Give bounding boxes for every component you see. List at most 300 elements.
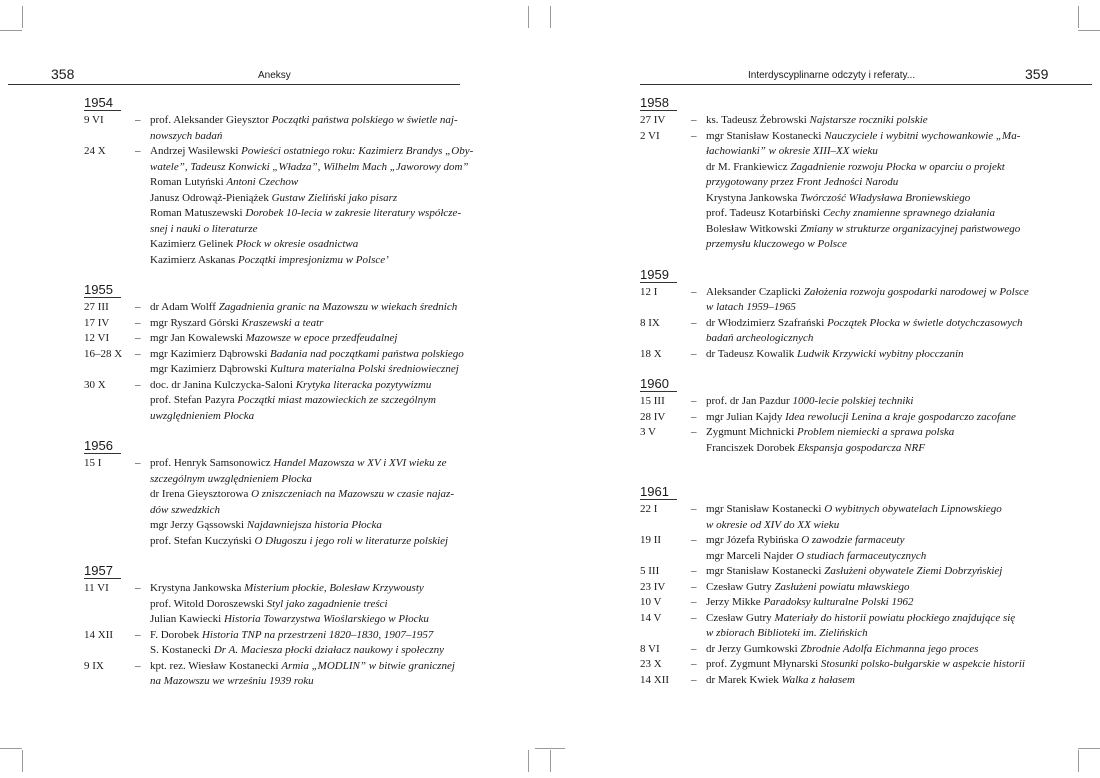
right-page: [550, 0, 1100, 778]
lecturer-name: F. Dorobek: [150, 628, 202, 641]
entry-dash: –: [691, 410, 697, 423]
entry-lines: [706, 129, 1035, 253]
year-heading: 1958: [640, 95, 677, 111]
lecture-title: Zbrodnie Adolfa Eichmanna jego proces: [800, 642, 979, 655]
lecture-title: Najdawniejsza historia Płocka: [246, 519, 382, 531]
entry-line: [706, 580, 1035, 596]
entry-line: [706, 191, 1035, 207]
lecture-title: dów szwedzkich: [150, 503, 220, 516]
entry-line: [706, 129, 1035, 145]
lecturer-name: prof. Aleksander Gieysztor: [150, 114, 272, 126]
entry-line: [150, 456, 479, 472]
lecturer-name: Bolesław Witkowski: [706, 222, 801, 235]
lecture-entry: [84, 316, 479, 332]
entry-line: [706, 642, 1035, 658]
entry-line: [706, 222, 1035, 238]
lecture-title: Powieści ostatniego roku: Kazimierz Brandys „Oby-: [241, 145, 474, 157]
lecture-entry: [84, 628, 479, 659]
lecture-entry: [84, 144, 479, 268]
running-header: [8, 66, 460, 85]
entry-lines: [150, 378, 479, 425]
entry-dash: –: [135, 301, 141, 313]
entry-dash: –: [691, 642, 697, 655]
entry-lines: [150, 628, 479, 659]
lecturer-name: mgr Stanisław Kostanecki: [706, 129, 825, 142]
lecturer-name: dr M. Frankiewicz: [706, 160, 791, 173]
entry-dash: –: [691, 347, 697, 360]
entry-dash: –: [691, 596, 697, 608]
lecture-entry: [640, 425, 1035, 456]
entry-line: [150, 409, 479, 425]
lecturer-name: Czesław Gutry: [706, 611, 775, 624]
lecturer-name: mgr Kazimierz Dąbrowski: [150, 363, 271, 375]
entry-lines: [150, 300, 479, 316]
lecture-title: uwzględnieniem Płocka: [150, 409, 255, 422]
entry-line: [150, 518, 479, 534]
lecture-title: Stosunki polsko-bułgarskie w aspekcie historii: [820, 658, 1025, 670]
lecturer-name: Kazimierz Askanas: [150, 253, 238, 266]
lecturer-name: doc. dr Janina Kulczycka-Saloni: [150, 378, 296, 391]
section-spacer: [84, 424, 479, 438]
entry-date: 14 XII: [84, 628, 114, 641]
lecture-title: Materiały do historii powiatu płockiego znajdujące się: [774, 611, 1016, 624]
entry-line: [706, 673, 1035, 689]
entry-lines: [706, 564, 1035, 580]
section-spacer: [84, 268, 479, 282]
entry-lines: [706, 611, 1035, 642]
entry-line: [706, 394, 1035, 410]
entry-dash: –: [691, 658, 697, 670]
lecturer-name: prof. Tadeusz Kotarbiński: [706, 207, 823, 219]
header-title: Interdyscyplinarne odczyty i referaty...: [748, 70, 916, 81]
lecture-title: przygotowany przez Front Jedności Narodu: [706, 176, 899, 188]
entry-line: [150, 113, 479, 129]
entry-line: [150, 175, 479, 191]
lecture-title: Kraszewski a teatr: [241, 316, 324, 329]
entry-lines: [150, 347, 479, 378]
lecturer-name: prof. Stefan Pazyra: [150, 394, 238, 406]
entry-line: [706, 595, 1035, 611]
lecturer-name: mgr Stanisław Kostanecki: [706, 565, 825, 577]
lecturer-name: dr Jerzy Gumkowski: [706, 642, 801, 655]
entry-line: [150, 331, 479, 347]
lecturer-name: Czesław Gutry: [706, 580, 775, 593]
lecture-title: łachowianki” w okresie XIII–XX wieku: [706, 145, 878, 157]
entry-lines: [150, 113, 479, 144]
entry-dash: –: [691, 534, 697, 546]
lecture-title: w zbiorach Biblioteki im. Zielińskich: [706, 627, 868, 639]
entry-dash: –: [135, 316, 141, 329]
entry-dash: –: [691, 565, 697, 577]
lecturer-name: dr Irena Gieysztorowa: [150, 488, 252, 500]
lecture-title: O Długoszu i jego roli w literaturze polskiej: [254, 534, 449, 547]
entry-lines: [150, 659, 479, 690]
lecture-title: Zagadnienie rozwoju Płocka w oparciu o projekt: [790, 160, 1005, 173]
entry-line: [150, 472, 479, 488]
lecturer-name: Zygmunt Michnicki: [706, 426, 798, 438]
lecture-title: w latach 1959–1965: [706, 301, 796, 313]
entry-dash: –: [135, 457, 141, 469]
year-heading: 1954: [84, 95, 121, 111]
entry-dash: –: [691, 580, 697, 593]
entry-lines: [150, 316, 479, 332]
crop-mark: [1078, 6, 1079, 28]
entry-lines: [706, 595, 1035, 611]
lecture-entry: [640, 129, 1035, 253]
lecture-title: Zasłużeni powiatu mławskiego: [774, 580, 910, 593]
entry-dash: –: [691, 503, 697, 515]
lecture-title: Handel Mazowsza w XV i XVI wieku ze: [273, 457, 447, 469]
lecture-entry: [640, 642, 1035, 658]
entry-lines: [706, 410, 1035, 426]
entry-line: [150, 534, 479, 550]
entry-line: [150, 378, 479, 394]
lecturer-name: mgr Kazimierz Dąbrowski: [150, 347, 271, 360]
entry-line: [706, 160, 1035, 176]
lecture-title: Dr A. Maciesza płocki działacz naukowy i społeczny: [213, 644, 445, 656]
crop-mark: [550, 6, 551, 28]
entry-date: 11 VI: [84, 582, 109, 594]
entry-dash: –: [691, 673, 697, 686]
lecture-title: watele”, Tadeusz Konwicki „Władza”, Wilhelm Mach „Jaworowy dom”: [150, 160, 469, 173]
lecture-title: 1000-lecie polskiej techniki: [792, 395, 914, 407]
lecture-title: Kultura materialna Polski średniowiecznej: [270, 363, 459, 375]
entry-date: 3 V: [640, 426, 656, 438]
lecturer-name: Krystyna Jankowska: [150, 582, 245, 594]
lecturer-name: mgr Stanisław Kostanecki: [706, 503, 825, 515]
entry-date: 14 V: [640, 611, 662, 624]
lecture-title: Twórczość Władysława Broniewskiego: [800, 191, 971, 204]
entry-date: 15 III: [640, 395, 665, 407]
lecturer-name: Aleksander Czaplicki: [706, 285, 804, 298]
entry-line: [706, 300, 1035, 316]
crop-mark: [550, 750, 551, 772]
year-heading: 1956: [84, 438, 121, 454]
page-number: 359: [1025, 66, 1049, 82]
entry-date: 17 IV: [84, 316, 110, 329]
lecture-entry: [84, 347, 479, 378]
entry-lines: [150, 456, 479, 549]
entry-dash: –: [135, 114, 141, 126]
lecturer-name: prof. Zygmunt Młynarski: [706, 658, 821, 670]
lecturer-name: mgr Jan Kowalewski: [150, 332, 246, 344]
crop-mark: [0, 30, 22, 31]
lecturer-name: Roman Lutyński: [150, 176, 227, 188]
lecture-title: snej i nauki o literaturze: [150, 222, 258, 235]
lecture-entry: [84, 113, 479, 144]
entry-lines: [706, 425, 1035, 456]
lecture-entry: [640, 595, 1035, 611]
entry-date: 8 IX: [640, 316, 660, 329]
lecturer-name: Janusz Odrowąż-Pieniążek: [150, 191, 272, 204]
entry-line: [150, 659, 479, 675]
entry-dash: –: [135, 378, 141, 391]
lecture-title: w okresie od XIV do XX wieku: [706, 518, 840, 531]
entry-date: 27 IV: [640, 114, 666, 126]
entry-lines: [706, 502, 1035, 533]
lecturer-name: prof. Stefan Kuczyński: [150, 534, 255, 547]
entry-line: [150, 503, 479, 519]
entry-line: [706, 144, 1035, 160]
crop-mark: [535, 748, 550, 749]
entry-line: [706, 285, 1035, 301]
entry-line: [150, 253, 479, 269]
lecturer-name: prof. Witold Doroszewski: [150, 597, 267, 610]
lecture-entry: [84, 456, 479, 549]
lecturer-name: dr Adam Wolff: [150, 301, 219, 313]
entry-line: [150, 300, 479, 316]
entry-date: 18 X: [640, 347, 662, 360]
crop-mark: [1078, 30, 1100, 31]
lecture-title: O zniszczeniach na Mazowszu w czasie najaz-: [251, 488, 454, 500]
lecture-entry: [640, 113, 1035, 129]
lecture-title: Badania nad początkami państwa polskiego: [270, 347, 464, 360]
crop-mark: [22, 750, 23, 772]
lecturer-name: Krystyna Jankowska: [706, 191, 801, 204]
lecture-title: Paradoksy kulturalne Polski 1962: [763, 596, 914, 608]
lecturer-name: mgr Jerzy Gąssowski: [150, 519, 247, 531]
crop-mark: [528, 6, 529, 28]
entry-line: [150, 487, 479, 503]
lecture-entry: [640, 347, 1035, 363]
lecture-title: Ludwik Krzywicki wybitny płocczanin: [796, 347, 964, 360]
lecture-entry: [640, 316, 1035, 347]
lecture-title: O zawodzie farmaceuty: [801, 534, 905, 546]
entry-line: [706, 316, 1035, 332]
lecture-title: Problem niemiecki a sprawa polska: [797, 426, 955, 438]
entry-line: [150, 160, 479, 176]
entry-lines: [706, 394, 1035, 410]
lecture-title: Ekspansja gospodarcza NRF: [797, 441, 925, 454]
entry-dash: –: [691, 285, 697, 298]
section-spacer: [640, 362, 1035, 376]
entry-dash: –: [135, 347, 141, 360]
entry-date: 22 I: [640, 503, 658, 515]
crop-mark: [0, 748, 22, 749]
year-heading: 1957: [84, 563, 121, 579]
lecture-title: Założenia rozwoju gospodarki narodowej w Polsce: [803, 285, 1029, 298]
lecture-title: Zagadnienia granic na Mazowszu w wiekach średnich: [218, 301, 458, 313]
year-heading: 1961: [640, 484, 677, 500]
running-header: [640, 66, 1092, 85]
entry-lines: [706, 285, 1035, 316]
entry-line: [150, 144, 479, 160]
lecture-title: Zmiany w strukturze organizacyjnej państwowego: [800, 222, 1021, 235]
lecture-entry: [640, 533, 1035, 564]
lecturer-name: Kazimierz Gelinek: [150, 238, 237, 250]
entry-lines: [706, 642, 1035, 658]
section-spacer: [640, 456, 1035, 470]
lecture-title: Mazowsze w epoce przedfeudalnej: [245, 332, 398, 344]
lecturer-name: Roman Matuszewski: [150, 207, 246, 219]
lecturer-name: mgr Ryszard Górski: [150, 316, 242, 329]
crop-mark: [22, 6, 23, 28]
lecture-title: Idea rewolucji Lenina a kraje gospodarczo zacofane: [785, 410, 1016, 423]
entry-dash: –: [691, 426, 697, 438]
entry-date: 9 IX: [84, 659, 104, 672]
lecture-title: Historia TNP na przestrzeni 1820–1830, 1907–1957: [201, 628, 434, 641]
entry-date: 10 V: [640, 596, 662, 608]
entry-line: [706, 626, 1035, 642]
lecture-title: Początki impresjonizmu w Polsce’: [237, 253, 389, 266]
lecture-title: na Mazowszu we wrześniu 1939 roku: [150, 675, 314, 687]
entry-dash: –: [691, 395, 697, 407]
page-number: 358: [51, 66, 75, 82]
lecture-title: Antoni Czechow: [226, 176, 299, 188]
lecturer-name: dr Marek Kwiek: [706, 673, 782, 686]
lecture-title: przemysłu kluczowego w Polsce: [706, 238, 847, 250]
entry-lines: [150, 331, 479, 347]
lecture-entry: [84, 659, 479, 690]
lecture-title: Dorobek 10-lecia w zakresie literatury współcze-: [245, 207, 462, 219]
entry-line: [706, 518, 1035, 534]
lecture-entry: [640, 673, 1035, 689]
entry-date: 12 I: [640, 285, 658, 298]
lecture-entry: [640, 657, 1035, 673]
section-spacer: [640, 470, 1035, 484]
entry-lines: [150, 144, 479, 268]
entry-line: [150, 362, 479, 378]
lecturer-name: S. Kostanecki: [150, 644, 214, 656]
entry-date: 2 VI: [640, 129, 660, 142]
entry-date: 15 I: [84, 457, 102, 469]
lecture-title: Płock w okresie osadnictwa: [236, 238, 359, 250]
entry-date: 5 III: [640, 565, 660, 577]
entry-line: [706, 331, 1035, 347]
entry-lines: [706, 316, 1035, 347]
entry-line: [150, 191, 479, 207]
lecturer-name: prof. dr Jan Pazdur: [706, 395, 793, 407]
entry-date: 12 VI: [84, 332, 110, 344]
entry-date: 28 IV: [640, 410, 666, 423]
entry-line: [150, 347, 479, 363]
year-heading: 1960: [640, 376, 677, 392]
entry-dash: –: [691, 129, 697, 142]
entry-dash: –: [691, 611, 697, 624]
section-spacer: [640, 253, 1035, 267]
entry-line: [706, 611, 1035, 627]
lecture-title: O wybitnych obywatelach Lipnowskiego: [824, 503, 1002, 515]
entry-line: [150, 597, 479, 613]
lecture-entry: [640, 580, 1035, 596]
lecturer-name: Julian Kawiecki: [150, 613, 224, 625]
entry-lines: [706, 580, 1035, 596]
crop-mark: [1078, 748, 1100, 749]
entry-lines: [150, 581, 479, 628]
lecture-title: Armia „MODLIN” w bitwie granicznej: [281, 659, 455, 672]
lecture-list: [640, 95, 1035, 688]
entry-line: [706, 410, 1035, 426]
entry-dash: –: [135, 332, 141, 344]
lecture-entry: [84, 378, 479, 425]
entry-lines: [706, 533, 1035, 564]
entry-line: [150, 393, 479, 409]
entry-date: 24 X: [84, 145, 106, 157]
lecture-entry: [640, 502, 1035, 533]
lecture-title: badań archeologicznych: [706, 332, 814, 344]
lecture-title: Historia Towarzystwa Wioślarskiego w Płocku: [223, 613, 429, 625]
entry-dash: –: [135, 659, 141, 672]
lecture-title: Początki państwa polskiego w świetle naj-: [271, 114, 458, 126]
lecture-entry: [84, 300, 479, 316]
entry-lines: [706, 113, 1035, 129]
year-heading: 1959: [640, 267, 677, 283]
entry-line: [706, 237, 1035, 253]
entry-line: [150, 612, 479, 628]
lecture-entry: [640, 285, 1035, 316]
entry-date: 19 II: [640, 534, 662, 546]
lecturer-name: Andrzej Wasilewski: [150, 145, 242, 157]
entry-date: 30 X: [84, 378, 106, 391]
entry-dash: –: [135, 582, 141, 594]
crop-mark: [550, 748, 565, 749]
entry-line: [706, 206, 1035, 222]
section-spacer: [84, 549, 479, 563]
entry-line: [706, 533, 1035, 549]
lecture-entry: [640, 410, 1035, 426]
entry-line: [706, 564, 1035, 580]
lecture-title: Walka z hałasem: [781, 673, 855, 686]
entry-date: 16–28 X: [84, 347, 123, 360]
entry-line: [706, 441, 1035, 457]
lecture-title: Nauczyciele i wybitni wychowankowie „Ma-: [824, 129, 1021, 142]
entry-dash: –: [135, 145, 141, 157]
entry-line: [706, 347, 1035, 363]
entry-date: 27 III: [84, 301, 109, 313]
lecture-entry: [84, 581, 479, 628]
entry-line: [150, 206, 479, 222]
entry-lines: [706, 657, 1035, 673]
lecturer-name: dr Włodzimierz Szafrański: [706, 316, 828, 329]
lecture-title: Gustaw Zieliński jako pisarz: [271, 191, 398, 204]
lecture-title: Krytyka literacka pozytywizmu: [295, 378, 432, 391]
lecture-entry: [640, 611, 1035, 642]
entry-line: [706, 425, 1035, 441]
entry-lines: [706, 347, 1035, 363]
entry-line: [150, 581, 479, 597]
header-title: Aneksy: [258, 70, 291, 81]
entry-date: 23 X: [640, 658, 662, 670]
entry-line: [706, 657, 1035, 673]
lecture-title: nowszych badań: [150, 129, 223, 142]
entry-line: [706, 113, 1035, 129]
lecture-list: [84, 95, 479, 690]
entry-date: 8 VI: [640, 642, 660, 655]
entry-line: [150, 237, 479, 253]
crop-mark: [1078, 750, 1079, 772]
entry-line: [150, 628, 479, 644]
entry-line: [150, 222, 479, 238]
lecture-title: Misterium płockie, Bolesław Krzywousty: [244, 582, 424, 594]
entry-dash: –: [135, 628, 141, 641]
lecturer-name: ks. Tadeusz Żebrowski: [706, 114, 810, 126]
lecture-title: Początki miast mazowieckich ze szczególnym: [237, 394, 436, 406]
lecture-entry: [84, 331, 479, 347]
entry-line: [706, 549, 1035, 565]
lecturer-name: dr Tadeusz Kowalik: [706, 347, 797, 360]
entry-date: 23 IV: [640, 580, 666, 593]
lecturer-name: prof. Henryk Samsonowicz: [150, 457, 274, 469]
lecturer-name: kpt. rez. Wiesław Kostanecki: [150, 659, 282, 672]
entry-line: [150, 643, 479, 659]
lecture-title: O studiach farmaceutycznych: [796, 549, 927, 562]
lecturer-name: mgr Józefa Rybińska: [706, 534, 802, 546]
lecture-title: Zasłużeni obywatele Ziemi Dobrzyńskiej: [824, 565, 1003, 577]
entry-line: [150, 129, 479, 145]
lecturer-name: Jerzy Mikke: [706, 596, 764, 608]
lecture-title: Najstarsze roczniki polskie: [809, 114, 928, 126]
lecturer-name: mgr Marceli Najder: [706, 549, 797, 562]
